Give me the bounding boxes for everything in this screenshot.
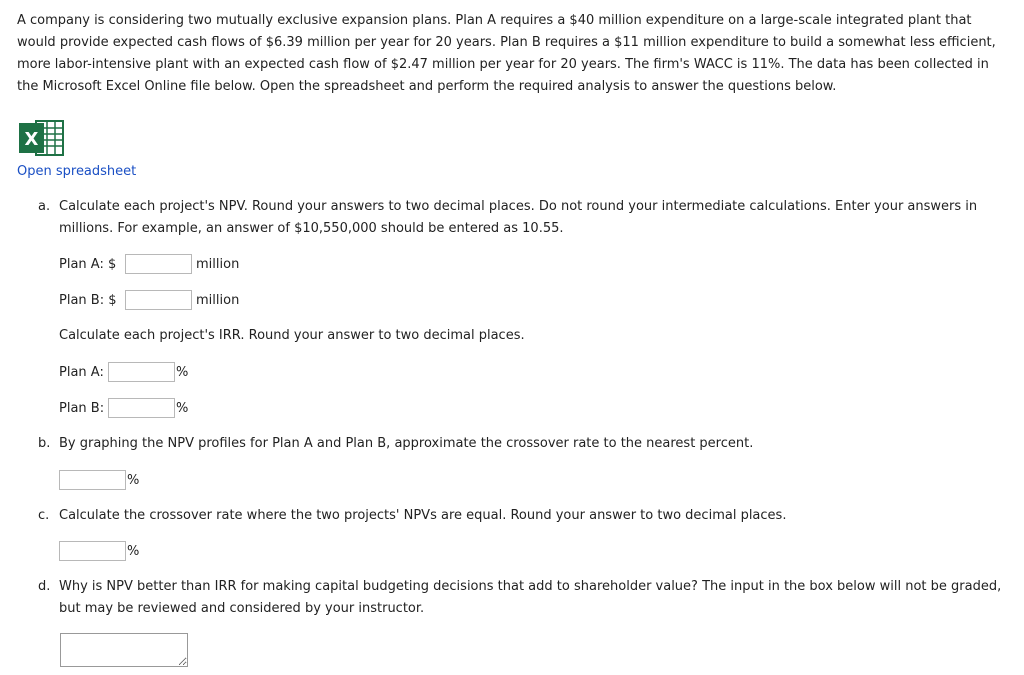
irr-plan-b-unit: % [176, 400, 189, 416]
irr-plan-a-unit: % [176, 364, 189, 380]
npv-plan-b-unit: million [196, 292, 240, 308]
part-d-letter: d. [38, 579, 51, 594]
irr-plan-b-label: Plan B: [59, 400, 105, 416]
irr-plan-b-row [59, 397, 188, 419]
crossover-exact-input[interactable] [59, 541, 126, 561]
open-spreadsheet-link[interactable]: Open spreadsheet [17, 164, 137, 179]
part-c-prompt: Calculate the crossover rate where the two projects' NPVs are equal. Round your answer to two decimal places. [59, 508, 787, 523]
part-b-prompt: By graphing the NPV profiles for Plan A and Plan B, approximate the crossover rate to the nearest percent. [59, 436, 754, 451]
npv-plan-b-input[interactable] [125, 290, 192, 310]
irr-plan-a-label: Plan A: [59, 364, 104, 380]
crossover-exact-row [59, 540, 139, 562]
npv-plan-b-label: Plan B: $ [59, 292, 117, 308]
excel-icon-letter: X [24, 129, 39, 150]
crossover-approx-row [59, 469, 139, 491]
crossover-approx-unit: % [127, 472, 140, 488]
irr-plan-a-input[interactable] [108, 362, 175, 382]
part-d-prompt: Why is NPV better than IRR for making capital budgeting decisions that add to shareholder value? The input in the box below will not be graded, but may be reviewed and considered by your instructor. [59, 579, 1002, 616]
irr-plan-b-input[interactable] [108, 398, 175, 418]
irr-plan-a-row [59, 361, 188, 383]
npv-plan-a-unit: million [196, 256, 240, 272]
problem-intro: A company is considering two mutually exclusive expansion plans. Plan A requires a $40 million expenditure on a large-scale integrated plant that would provide expected cash flows of $6.39 million per year for 20 years. Plan B requires a $11 million expenditure to build a somewhat less efficient, more labor-intensive plant with an expected cash flow of $2.47 million per year for 20 years. The firm's WACC is 11%. The data has been collected in the Microsoft Excel Online file below. Open the spreadsheet and perform the required analysis to answer the questions below. [17, 13, 996, 94]
crossover-approx-input[interactable] [59, 470, 126, 490]
part-a-irr-prompt: Calculate each project's IRR. Round your answer to two decimal places. [59, 328, 525, 343]
npv-plan-a-input[interactable] [125, 254, 192, 274]
npv-vs-irr-textarea[interactable] [60, 633, 188, 667]
excel-icon[interactable] [17, 117, 65, 159]
part-b-letter: b. [38, 436, 51, 451]
part-c-letter: c. [38, 508, 50, 523]
crossover-exact-unit: % [127, 543, 140, 559]
npv-plan-a-label: Plan A: $ [59, 256, 117, 272]
npv-plan-b-row [59, 289, 239, 311]
npv-plan-a-row [59, 253, 239, 275]
part-a-npv-prompt: Calculate each project's NPV. Round your answers to two decimal places. Do not round your intermediate calculations. Enter your answers in millions. For example, an answer of $10,550,000 should be entered as 10.55. [59, 199, 978, 236]
part-a-letter: a. [38, 199, 51, 214]
